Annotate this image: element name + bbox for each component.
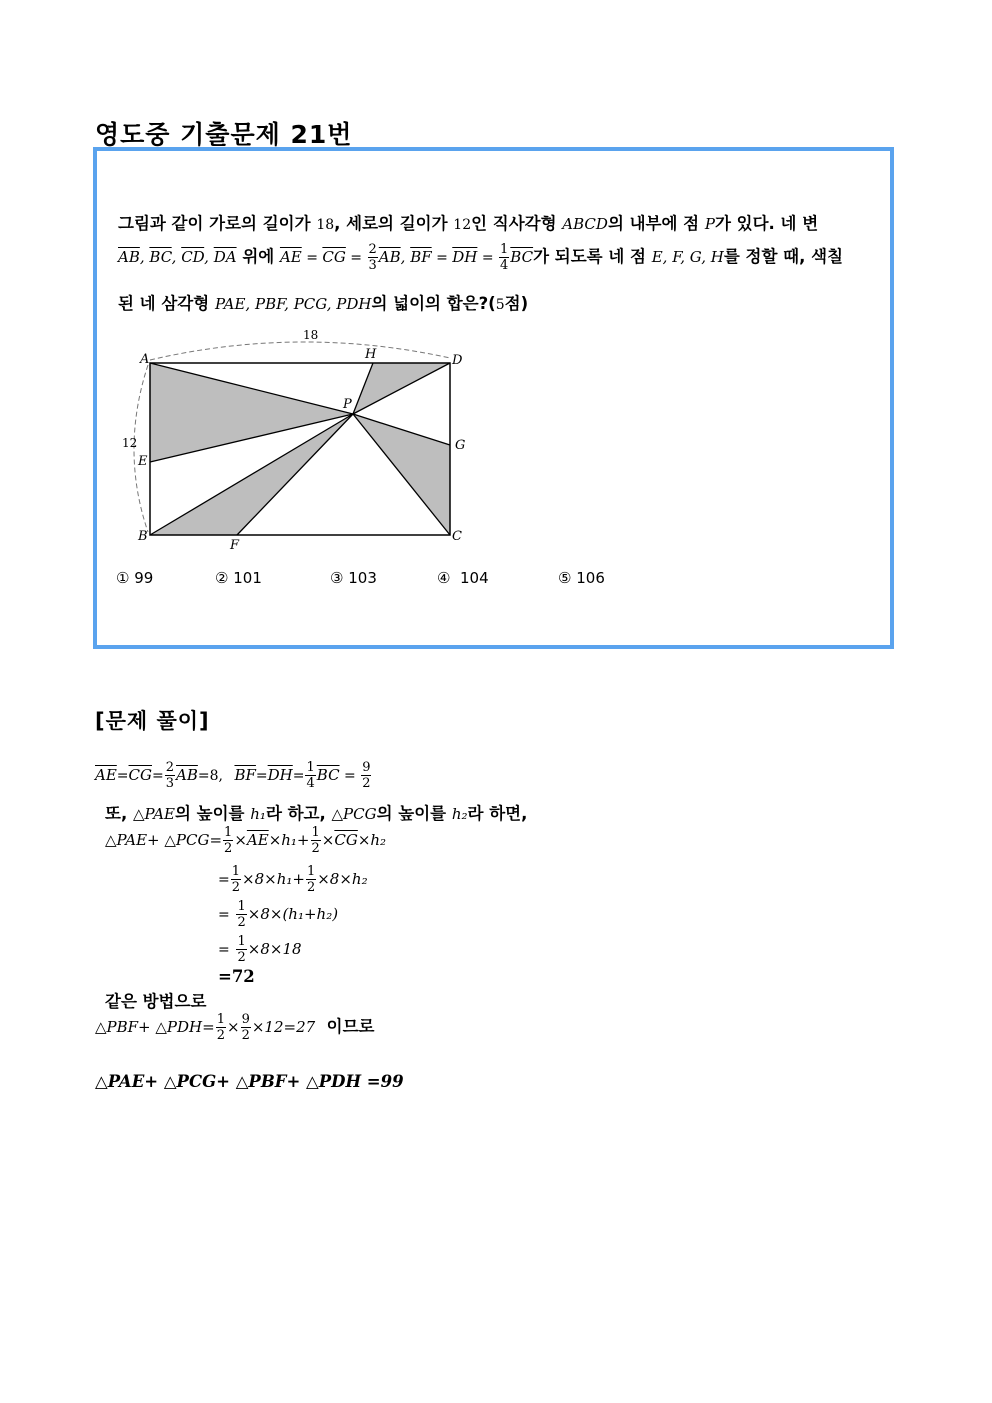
text: 를 정할 때, 색칠	[723, 247, 844, 266]
separator: ,	[400, 248, 411, 266]
solution-title: [문제 풀이]	[95, 709, 210, 733]
score: 5	[495, 297, 505, 313]
solution-line-4: = $\frac{1}{2}$ ×8×h₁+ $\frac{1}{2}$ ×8×h₂	[218, 864, 368, 895]
solution-line-1: $\overline{AE}=\overline{CG}=$ $\frac{2}{3}$ $\overline{AB}=8$, $\overline{BF}=\overline{DH}=$ $\frac{1}{4}$ $\overline{BC}$ = $\frac{9}{2}$	[95, 760, 371, 791]
problem-line-3	[118, 290, 528, 314]
label-height-12: 12	[122, 436, 138, 450]
equals: =	[301, 250, 323, 266]
label-p: P	[343, 397, 352, 412]
side-bc: $\overline{BC}$	[149, 248, 172, 266]
seg-bf: $\overline{BF}$	[410, 248, 432, 266]
text: 가 되도록 네 점	[533, 247, 652, 266]
rectangle-figure	[115, 325, 485, 555]
equals: =	[477, 250, 499, 266]
text: 의 넓이의 합은?(	[371, 294, 496, 313]
text: 위에	[236, 247, 280, 266]
equals: =	[345, 250, 367, 266]
text: 점)	[504, 294, 529, 313]
label-d: D	[452, 353, 463, 368]
label-f: F	[230, 538, 240, 553]
text: , 세로의 길이가	[334, 214, 454, 233]
choice-2[interactable]: ② 101	[215, 569, 262, 587]
triangle-pae	[150, 363, 353, 462]
problem-line-2: $\overline{AB}$, $\overline{BC}$, $\overline{CD}$, $\overline{DA}$ 위에 $\overline{AE} = \overline{CG}$ = $\frac{2}{3}$ $\overline{AB}$, $\overline{BF} = \overline{DH}$ = $\frac{1}{4}$ $\overline{BC}$가 되도록 네 점 E, F, G, H를 정할 때, 색칠	[118, 242, 844, 273]
choice-5[interactable]: ⑤ 106	[558, 569, 605, 587]
choice-3[interactable]: ③ 103	[330, 569, 377, 587]
seg-ae: $\overline{AE}$	[279, 248, 302, 266]
seg-dh: $\overline{DH}$	[452, 248, 478, 266]
fraction-two-thirds: $\frac{2}{3}$	[368, 242, 377, 273]
side-da: $\overline{DA}$	[213, 248, 237, 266]
solution-line-7: =72	[218, 967, 255, 986]
rect-name: ABCD	[562, 215, 608, 233]
fraction-one-fourth: $\frac{1}{4}$	[500, 242, 509, 273]
width-value: 18	[316, 217, 335, 233]
label-e: E	[138, 454, 148, 469]
solution-line-2: 또, △PAE의 높이를 h₁라 하고, △PCG의 높이를 h₂라 하면,	[105, 804, 528, 823]
problem-line-1	[118, 210, 818, 234]
solution-line-8: 같은 방법으로	[105, 992, 207, 1011]
height-value: 12	[453, 217, 472, 233]
page-title: 영도중 기출문제 21번	[95, 120, 353, 149]
label-h: H	[365, 347, 377, 362]
text: 가 있다. 네 변	[714, 214, 819, 233]
choice-4[interactable]: ④ 104	[437, 569, 489, 587]
seg-ab: $\overline{AB}$	[378, 248, 401, 266]
width-arc	[150, 342, 450, 360]
label-c: C	[452, 529, 462, 544]
side-cd: $\overline{CD}$	[181, 248, 205, 266]
triangles: PAE, PBF, PCG, PDH	[214, 295, 372, 313]
side-ab: $\overline{AB}$	[118, 248, 140, 266]
label-b: B	[138, 529, 148, 544]
solution-line-9: △PBF+ △PDH= $\frac{1}{2}$ × $\frac{9}{2}$ ×12=27 이므로	[95, 1012, 375, 1043]
equals: =	[431, 250, 453, 266]
label-a: A	[140, 352, 150, 367]
text: 의 내부에 점	[607, 214, 705, 233]
solution-line-5: = $\frac{1}{2}$ ×8×(h₁+h₂)	[218, 899, 339, 930]
solution-line-10: △PAE+ △PCG+ △PBF+ △PDH =99	[95, 1072, 404, 1091]
point-p: P	[704, 215, 715, 233]
text: 된 네 삼각형	[118, 294, 215, 313]
text: 그림과 같이 가로의 길이가	[118, 214, 317, 233]
label-g: G	[455, 438, 466, 453]
solution-line-3: △PAE+ △PCG= $\frac{1}{2}$ $\times\overline{AE}\times h_1+$ $\frac{1}{2}$ $\times\overline{CG}\times h_2$	[105, 825, 387, 856]
label-width-18: 18	[303, 328, 319, 342]
seg-cg: $\overline{CG}$	[322, 248, 346, 266]
text: 인 직사각형	[471, 214, 563, 233]
seg-bc: $\overline{BC}$	[510, 248, 534, 266]
solution-line-6: = $\frac{1}{2}$ ×8×18	[218, 934, 302, 965]
points: E, F, G, H	[651, 248, 724, 266]
choice-1[interactable]: ① 99	[116, 569, 154, 587]
